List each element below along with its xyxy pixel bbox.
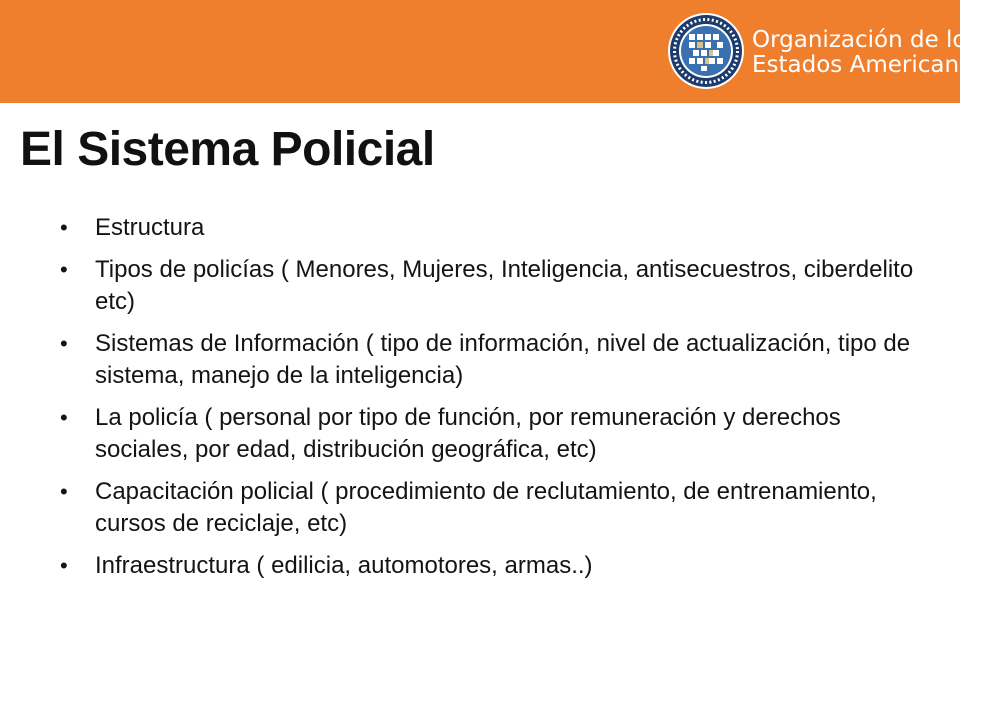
org-name-line-2: Estados Americanos [752, 52, 985, 78]
header-banner [0, 0, 985, 103]
oas-seal-icon [667, 12, 745, 90]
org-name-line-1: Organización de los [752, 27, 979, 53]
slide-title: El Sistema Policial [20, 123, 435, 176]
bullet-item [58, 328, 928, 392]
bullet-icon: • [60, 479, 68, 504]
bullet-item [58, 212, 928, 244]
organization-name [752, 28, 985, 78]
bullet-text: Sistemas de Información ( tipo de información, nivel de actualización, tipo de sistema, manejo de la inteligencia) [95, 330, 911, 389]
bullet-icon: • [60, 215, 68, 240]
bullet-text: Capacitación policial ( procedimiento de reclutamiento, de entrenamiento, cursos de reciclaje, etc) [95, 478, 877, 537]
bullet-item [58, 254, 928, 318]
bullet-item [58, 476, 928, 540]
bullet-text: Estructura [95, 214, 205, 241]
bullet-icon: • [60, 331, 68, 356]
bullet-icon: • [60, 257, 68, 282]
bullet-text: Tipos de policías ( Menores, Mujeres, Inteligencia, antisecuestros, ciberdelito etc) [95, 256, 914, 315]
bullet-text: Infraestructura ( edilicia, automotores, armas..) [95, 552, 593, 579]
bullet-list [58, 212, 928, 592]
bullet-item [58, 550, 928, 582]
bullet-icon: • [60, 553, 68, 578]
bullet-text: La policía ( personal por tipo de función, por remuneración y derechos sociales, por edad, distribución geográfica, etc) [95, 404, 841, 463]
bullet-icon: • [60, 405, 68, 430]
bullet-item [58, 402, 928, 466]
